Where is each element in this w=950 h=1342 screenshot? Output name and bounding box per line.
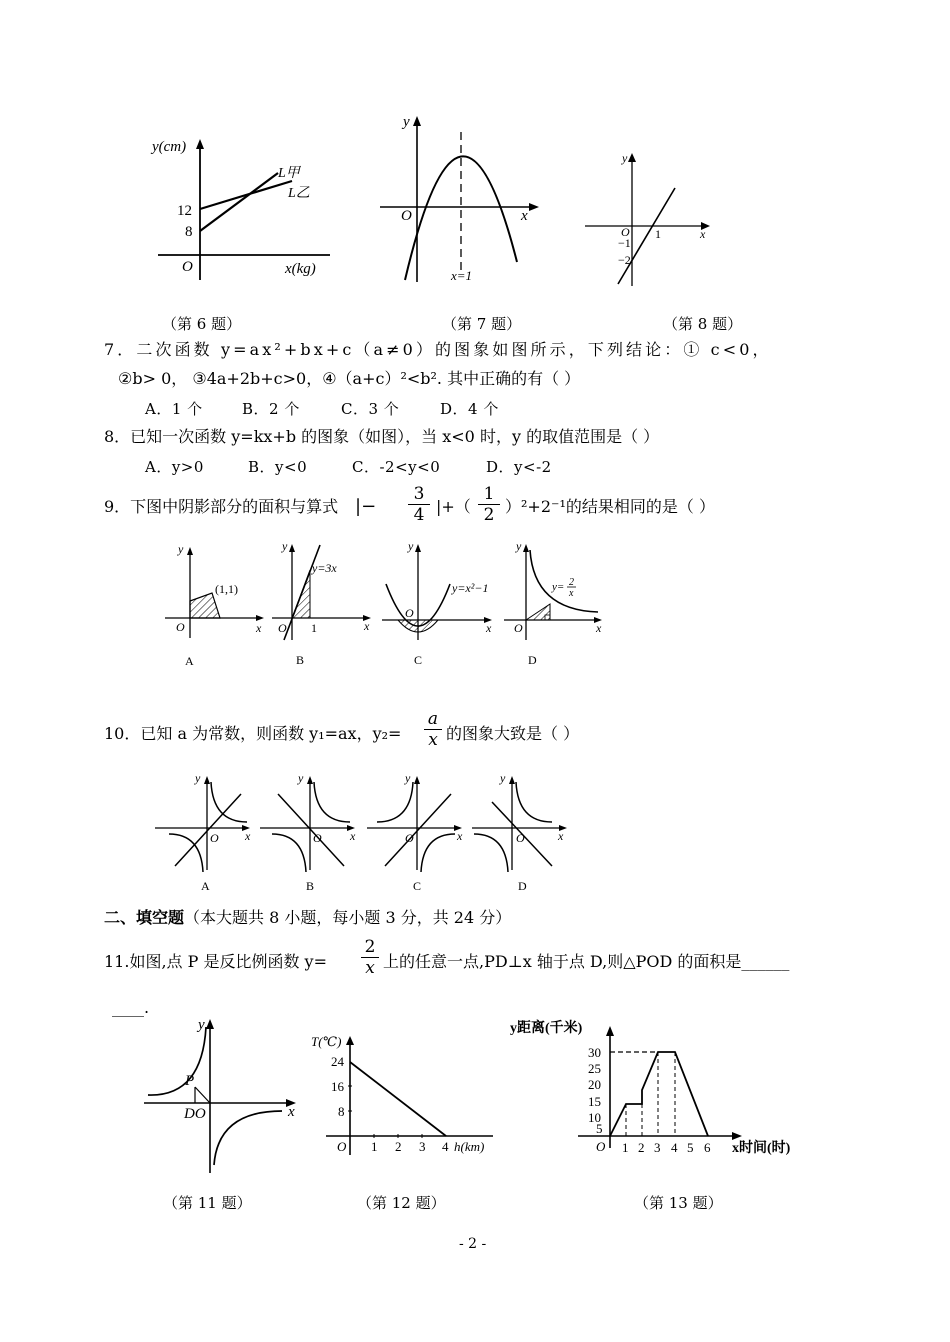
fig13-path (610, 1052, 708, 1136)
fig7-y: y (403, 114, 410, 130)
q9c-label: C (414, 653, 423, 667)
figure-8-graph (580, 148, 720, 290)
q9c-x: x (486, 621, 492, 635)
fig13-xaxis: x时间(时) (732, 1141, 791, 1156)
fig13-xtick-2: 2 (638, 1140, 645, 1155)
section2-heading (104, 908, 511, 928)
q10c-x: x (457, 829, 463, 843)
q10b-x: x (350, 829, 356, 843)
q9a-origin: O (176, 620, 185, 634)
q10a-origin: O (210, 831, 219, 845)
q8-text: 8．已知一次函数 y=kx+b 的图象（如图），当 x<0 时，y 的取值范围是（ ） (104, 427, 660, 446)
fig6-caption: （第 6 题） (162, 315, 242, 333)
q10b-y: y (298, 771, 304, 785)
figure-13-graph (510, 1018, 810, 1160)
fig8-tick-m1: −1 (618, 236, 631, 250)
fig12-ytick-24: 24 (331, 1054, 344, 1069)
fig12-ytick-8: 8 (338, 1104, 345, 1119)
q9-f2-num: 1 (483, 484, 495, 504)
q9c-origin: O (405, 606, 414, 620)
q7-option-a: A．1 个 (145, 400, 203, 418)
fig12-xtick-2: 2 (395, 1139, 402, 1154)
q9-text-pre: 9．下图中阴影部分的面积与算式 (104, 497, 339, 516)
fig13-origin: O (596, 1139, 606, 1154)
fig8-tick-m2: −2 (618, 253, 631, 267)
fig13-ytick-15: 15 (588, 1094, 601, 1109)
q9a-note: (1,1) (215, 582, 238, 596)
fig8-tick-1: 1 (655, 227, 661, 241)
q11-text-post: 上的任意一点,PD⊥x 轴于点 D,则△POD 的面积是______ (383, 952, 790, 971)
fig7-axis-label: x=1 (451, 268, 473, 283)
q10-graph-b (260, 772, 365, 894)
q9a-y: y (178, 542, 184, 556)
q9b-origin: O (278, 621, 287, 635)
q9d-x: x (596, 621, 602, 635)
q8-option-d: D．y<-2 (486, 458, 552, 476)
q10-f-num: a (427, 709, 439, 729)
q8-option-b: B．y<0 (248, 458, 308, 476)
q8-option-c: C．-2<y<0 (352, 458, 441, 476)
fig13-ytick-30: 30 (588, 1045, 601, 1060)
q10-text-post: 的图象大致是（ ） (446, 724, 580, 743)
fig12-xtick-1: 1 (371, 1139, 378, 1154)
q9d-note-num: 2 (569, 577, 574, 588)
q9d-origin: O (514, 621, 523, 635)
q9-graph-d (500, 540, 610, 668)
fig13-ytick-25: 25 (588, 1061, 601, 1076)
q10b-origin: O (313, 831, 322, 845)
fig7-origin: O (401, 208, 412, 224)
fig11-caption: （第 11 题） (163, 1194, 252, 1212)
section2-title: 二、填空题 (104, 908, 185, 927)
q8-option-a: A．y>0 (145, 458, 204, 476)
fig8-caption: （第 8 题） (663, 315, 743, 333)
fig12-xtick-3: 3 (419, 1139, 426, 1154)
fig11-P: P (185, 1073, 195, 1089)
fig8-origin: O (621, 225, 630, 239)
fig13-ytick-5: 5 (596, 1121, 603, 1136)
q9-graph-c (378, 540, 498, 668)
q9-f1-num: 3 (413, 484, 425, 504)
fig13-caption: （第 13 题） (634, 1194, 723, 1212)
fig11-y: y (198, 1017, 205, 1033)
q9d-label: D (528, 653, 537, 667)
q11-f-den: x (361, 957, 379, 978)
q9b-y: y (282, 539, 288, 553)
q10-graph-a (155, 772, 260, 894)
q9d-note-den: x (569, 588, 574, 599)
q10-f-den: x (424, 729, 442, 750)
fig7-x: x (521, 208, 528, 224)
q10c-y: y (405, 771, 411, 785)
fig13-ytick-20: 20 (588, 1077, 601, 1092)
q10d-origin: O (516, 831, 525, 845)
fig13-xtick-3: 3 (654, 1140, 661, 1155)
q10d-y: y (500, 771, 506, 785)
q10-fraction (424, 709, 442, 750)
q11-line2: ____. (112, 998, 150, 1017)
q9-graph-a (160, 543, 270, 668)
fig13-xtick-4: 4 (671, 1140, 678, 1155)
q10-label-d: D (518, 879, 527, 893)
q7-line2: ②b> 0， ③4a+2b+c>0，④（a+c）²<b². 其中正确的有（ ） (118, 369, 581, 388)
figure-7-graph (375, 112, 545, 284)
fig12-xtick-4: 4 (442, 1139, 449, 1154)
figure-11-graph (140, 1015, 305, 1175)
fig13-ytick-10: 10 (588, 1110, 601, 1125)
q10-graph-d (472, 772, 577, 894)
figure-12-graph (308, 1030, 508, 1160)
q9d-note-pre: y= (552, 581, 565, 593)
q10a-x: x (245, 829, 251, 843)
q11-text-pre: 11.如图,点 P 是反比例函数 y= (104, 952, 328, 971)
page-number: - 2 - (459, 1236, 487, 1252)
q10-label-c: C (413, 879, 422, 893)
fig13-yaxis: y距离(千米) (510, 1021, 583, 1036)
q7-option-d: D．4 个 (440, 400, 499, 418)
q10c-origin: O (405, 831, 414, 845)
q9-abs-close: |+（ (436, 497, 471, 516)
fig13-xtick-5: 5 (687, 1140, 694, 1155)
fig13-xtick-6: 6 (704, 1140, 711, 1155)
fig6-line-b: L乙 (288, 186, 310, 201)
q9d-y: y (516, 539, 522, 553)
q9-text-post: ）²+2⁻¹的结果相同的是（ ） (505, 497, 715, 516)
q10-text-pre: 10．已知 a 为常数，则函数 y₁=ax，y₂= (104, 724, 402, 743)
fig12-xaxis: h(km) (454, 1139, 485, 1154)
fig11-DO: DO (184, 1106, 206, 1122)
q9b-label: B (296, 653, 305, 667)
q9-abs-open: |− (355, 496, 377, 517)
fig12-origin: O (337, 1139, 347, 1154)
q9a-label: A (185, 654, 194, 668)
q7-line1: 7．二次函数 y=ax²+bx+c（a≠0）的图象如图所示，下列结论：① c<0， (104, 340, 772, 359)
q10-graph-c (367, 772, 472, 894)
q10-label-b: B (306, 879, 315, 893)
q7-option-b: B．2 个 (242, 400, 300, 418)
fig6-xaxis: x(kg) (285, 261, 316, 277)
q11-f-num: 2 (364, 937, 376, 957)
q9b-x: x (364, 619, 370, 633)
figure-6-graph (150, 135, 340, 285)
fig8-y: y (622, 151, 628, 165)
fig12-ytick-16: 16 (331, 1079, 344, 1094)
q10-label-a: A (201, 879, 210, 893)
q10d-x: x (558, 829, 564, 843)
section2-note: （本大题共 8 小题，每小题 3 分，共 24 分） (184, 908, 512, 927)
q9-fraction-3-4 (408, 484, 430, 525)
fig13-xtick-1: 1 (622, 1140, 629, 1155)
q9-fraction-1-2 (478, 484, 500, 525)
fig6-line-a: L甲 (278, 166, 300, 181)
fig8-x: x (700, 227, 706, 241)
q7-option-c: C．3 个 (341, 400, 400, 418)
q11-fraction (361, 937, 379, 978)
q10a-y: y (195, 771, 201, 785)
fig7-caption: （第 7 题） (442, 315, 522, 333)
q9b-tick: 1 (311, 621, 317, 635)
q9c-y: y (408, 539, 414, 553)
fig11-x: x (288, 1104, 295, 1120)
fig6-tick-8: 8 (185, 224, 193, 240)
fig6-yaxis: y(cm) (152, 139, 187, 155)
q9-f1-den: 4 (408, 504, 430, 525)
q9b-note: y=3x (312, 561, 337, 575)
q9a-x: x (256, 621, 262, 635)
fig12-yaxis: T(℃) (311, 1034, 342, 1049)
fig12-caption: （第 12 题） (357, 1194, 446, 1212)
q9-graph-b (272, 540, 377, 668)
q9c-note: y=x²−1 (452, 581, 489, 595)
q9-f2-den: 2 (478, 504, 500, 525)
fig6-tick-12: 12 (177, 203, 192, 219)
fig6-origin: O (182, 259, 193, 275)
